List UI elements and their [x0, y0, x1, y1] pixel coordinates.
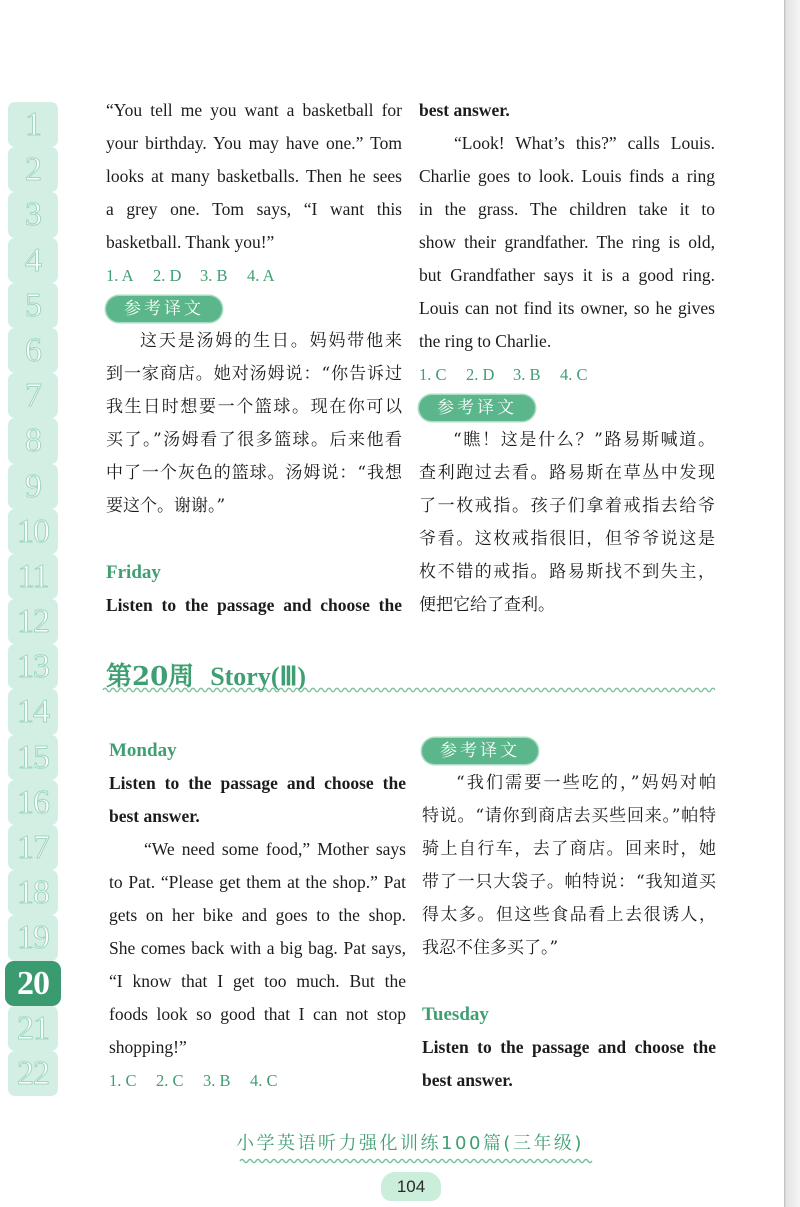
translation-line: 骑上自行车，去了商店。回来时，她: [422, 839, 716, 859]
answer-key: [419, 358, 715, 391]
top-left-column: [106, 94, 402, 622]
translation-line: 到一家商店。她对汤姆说：“你告诉过: [106, 364, 402, 384]
answer: 2. D: [466, 365, 495, 384]
instruction-line: best answer.: [422, 1070, 513, 1090]
passage-line: “Look! What’s this?” calls Louis.: [454, 133, 715, 153]
translation-line: 得太多。但这些食品看上去很诱人，: [422, 905, 716, 925]
week-tab: 10: [8, 509, 58, 554]
day-heading-tuesday: Tuesday: [422, 1004, 489, 1025]
page-edge-shadow: [784, 0, 800, 1207]
week-tab: 16: [8, 780, 58, 825]
day-heading-monday: Monday: [109, 740, 177, 761]
instruction-line: best answer.: [419, 100, 510, 120]
instruction-line: Listen to the passage and choose the: [109, 773, 406, 793]
bottom-right-column: [422, 734, 716, 1097]
answer: 3. B: [513, 365, 541, 384]
page-number: 104: [381, 1172, 441, 1201]
answer: 2. C: [156, 1071, 184, 1090]
translation-badge: 参考译文: [422, 738, 538, 764]
day-heading-friday: Friday: [106, 562, 161, 583]
translation-line: “我们需要一些吃的，”妈妈对帕: [456, 773, 716, 793]
bottom-left-column: [109, 734, 406, 1097]
passage-line: Louis can not find its owner, so he gives: [419, 298, 715, 318]
passage-line: but Grandfather says it is a good ring.: [419, 265, 715, 285]
week-tab: 19: [8, 915, 58, 960]
week-tab: 13: [8, 644, 58, 689]
passage-line: basketball. Thank you!”: [106, 232, 275, 252]
week-tab: 14: [8, 689, 58, 734]
passage-line: “You tell me you want a basketball for: [106, 100, 402, 120]
footer-wavy-rule: [240, 1156, 592, 1166]
header-wavy-rule: [103, 685, 715, 695]
passage-line: foods look so good that I can not stop: [109, 1004, 406, 1024]
translation-line: 买了。”汤姆看了很多篮球。后来他看: [106, 430, 402, 450]
translation-line: 我生日时想要一个篮球。现在你可以: [106, 397, 402, 417]
passage-line: a grey one. Tom says, “I want this: [106, 199, 402, 219]
translation-badge: 参考译文: [106, 296, 222, 322]
answer: 4. C: [560, 365, 588, 384]
translation-line: 中了一个灰色的篮球。汤姆说：“我想: [106, 463, 402, 483]
week-tab: 22: [8, 1051, 58, 1096]
passage-line: She comes back with a big bag. Pat says,: [109, 938, 406, 958]
answer: 3. B: [203, 1071, 231, 1090]
instruction-line: Listen to the passage and choose the: [106, 595, 402, 615]
week-tab: 6: [8, 328, 58, 373]
wave-path: [240, 1159, 592, 1162]
passage-line: looks at many basketballs. Then he sees: [106, 166, 402, 186]
translation-badge-row: [106, 292, 402, 325]
wave-path: [103, 688, 715, 692]
instruction-line: Listen to the passage and choose the: [422, 1037, 716, 1057]
passage-line: your birthday. You may have one.” Tom: [106, 133, 402, 153]
week-tab: 12: [8, 599, 58, 644]
instruction-line: best answer.: [109, 806, 200, 826]
passage-line: to Pat. “Please get them at the shop.” Pat: [109, 872, 406, 892]
answer: 1. C: [419, 365, 447, 384]
translation-line: 我忍不住多买了。”: [422, 938, 559, 958]
translation-line: 查利跑过去看。路易斯在草丛中发现: [419, 463, 715, 483]
answer: 4. A: [247, 266, 275, 285]
answer: 4. C: [250, 1071, 278, 1090]
translation-badge-row: [422, 734, 716, 767]
week-tab: 17: [8, 825, 58, 870]
translation-line: 带了一只大袋子。帕特说：“我知道买: [422, 872, 716, 892]
answer-key: [106, 259, 402, 292]
answer: 3. B: [200, 266, 228, 285]
answer: 2. D: [153, 266, 182, 285]
passage-line: “I know that I get too much. But the: [109, 971, 406, 991]
week-tab: 15: [8, 735, 58, 780]
translation-line: 要这个。谢谢。”: [106, 496, 226, 516]
week-tab: 9: [8, 464, 58, 509]
week-tab: 4: [8, 238, 58, 283]
week-tab: 21: [8, 1006, 58, 1051]
week-tab: 8: [8, 418, 58, 463]
week-index-tabs: [8, 102, 58, 1096]
translation-badge-row: [419, 391, 715, 424]
week-tab: 1: [8, 102, 58, 147]
passage-line: gets on her bike and goes to the shop.: [109, 905, 406, 925]
passage-line: show their grandfather. The ring is old,: [419, 232, 715, 252]
translation-line: 枚不错的戒指。路易斯找不到失主，: [419, 562, 715, 582]
week-tab: 11: [8, 554, 58, 599]
week-tab: 18: [8, 870, 58, 915]
passage-line: shopping!”: [109, 1037, 187, 1057]
answer-key: [109, 1064, 406, 1097]
book-title: 小学英语听力强化训练100篇(三年级): [236, 1133, 584, 1154]
answer: 1. A: [106, 266, 134, 285]
week-number-label: 第20周: [106, 662, 195, 692]
translation-line: 特说。“请你到商店去买些回来。”帕特: [422, 806, 716, 826]
translation-line: 爷看。这枚戒指很旧，但爷爷说这是: [419, 529, 715, 549]
week-tab: 5: [8, 283, 58, 328]
week-tab: 7: [8, 373, 58, 418]
passage-line: the ring to Charlie.: [419, 331, 552, 351]
passage-line: “We need some food,” Mother says: [144, 839, 406, 859]
translation-line: 便把它给了查利。: [419, 595, 555, 615]
translation-line: “瞧！这是什么？”路易斯喊道。: [453, 430, 715, 450]
week-tab-current: 20: [5, 961, 61, 1006]
week-tab: 2: [8, 147, 58, 192]
passage-line: in the grass. The children take it to: [419, 199, 715, 219]
answer: 1. C: [109, 1071, 137, 1090]
week-tab: 3: [8, 192, 58, 237]
translation-badge: 参考译文: [419, 395, 535, 421]
translation-line: 了一枚戒指。孩子们拿着戒指去给爷: [419, 496, 715, 516]
week-title: Story(Ⅲ): [210, 662, 307, 691]
passage-line: Charlie goes to look. Louis finds a ring: [419, 166, 715, 186]
translation-line: 这天是汤姆的生日。妈妈带他来: [140, 331, 402, 351]
top-right-column: [419, 94, 715, 622]
